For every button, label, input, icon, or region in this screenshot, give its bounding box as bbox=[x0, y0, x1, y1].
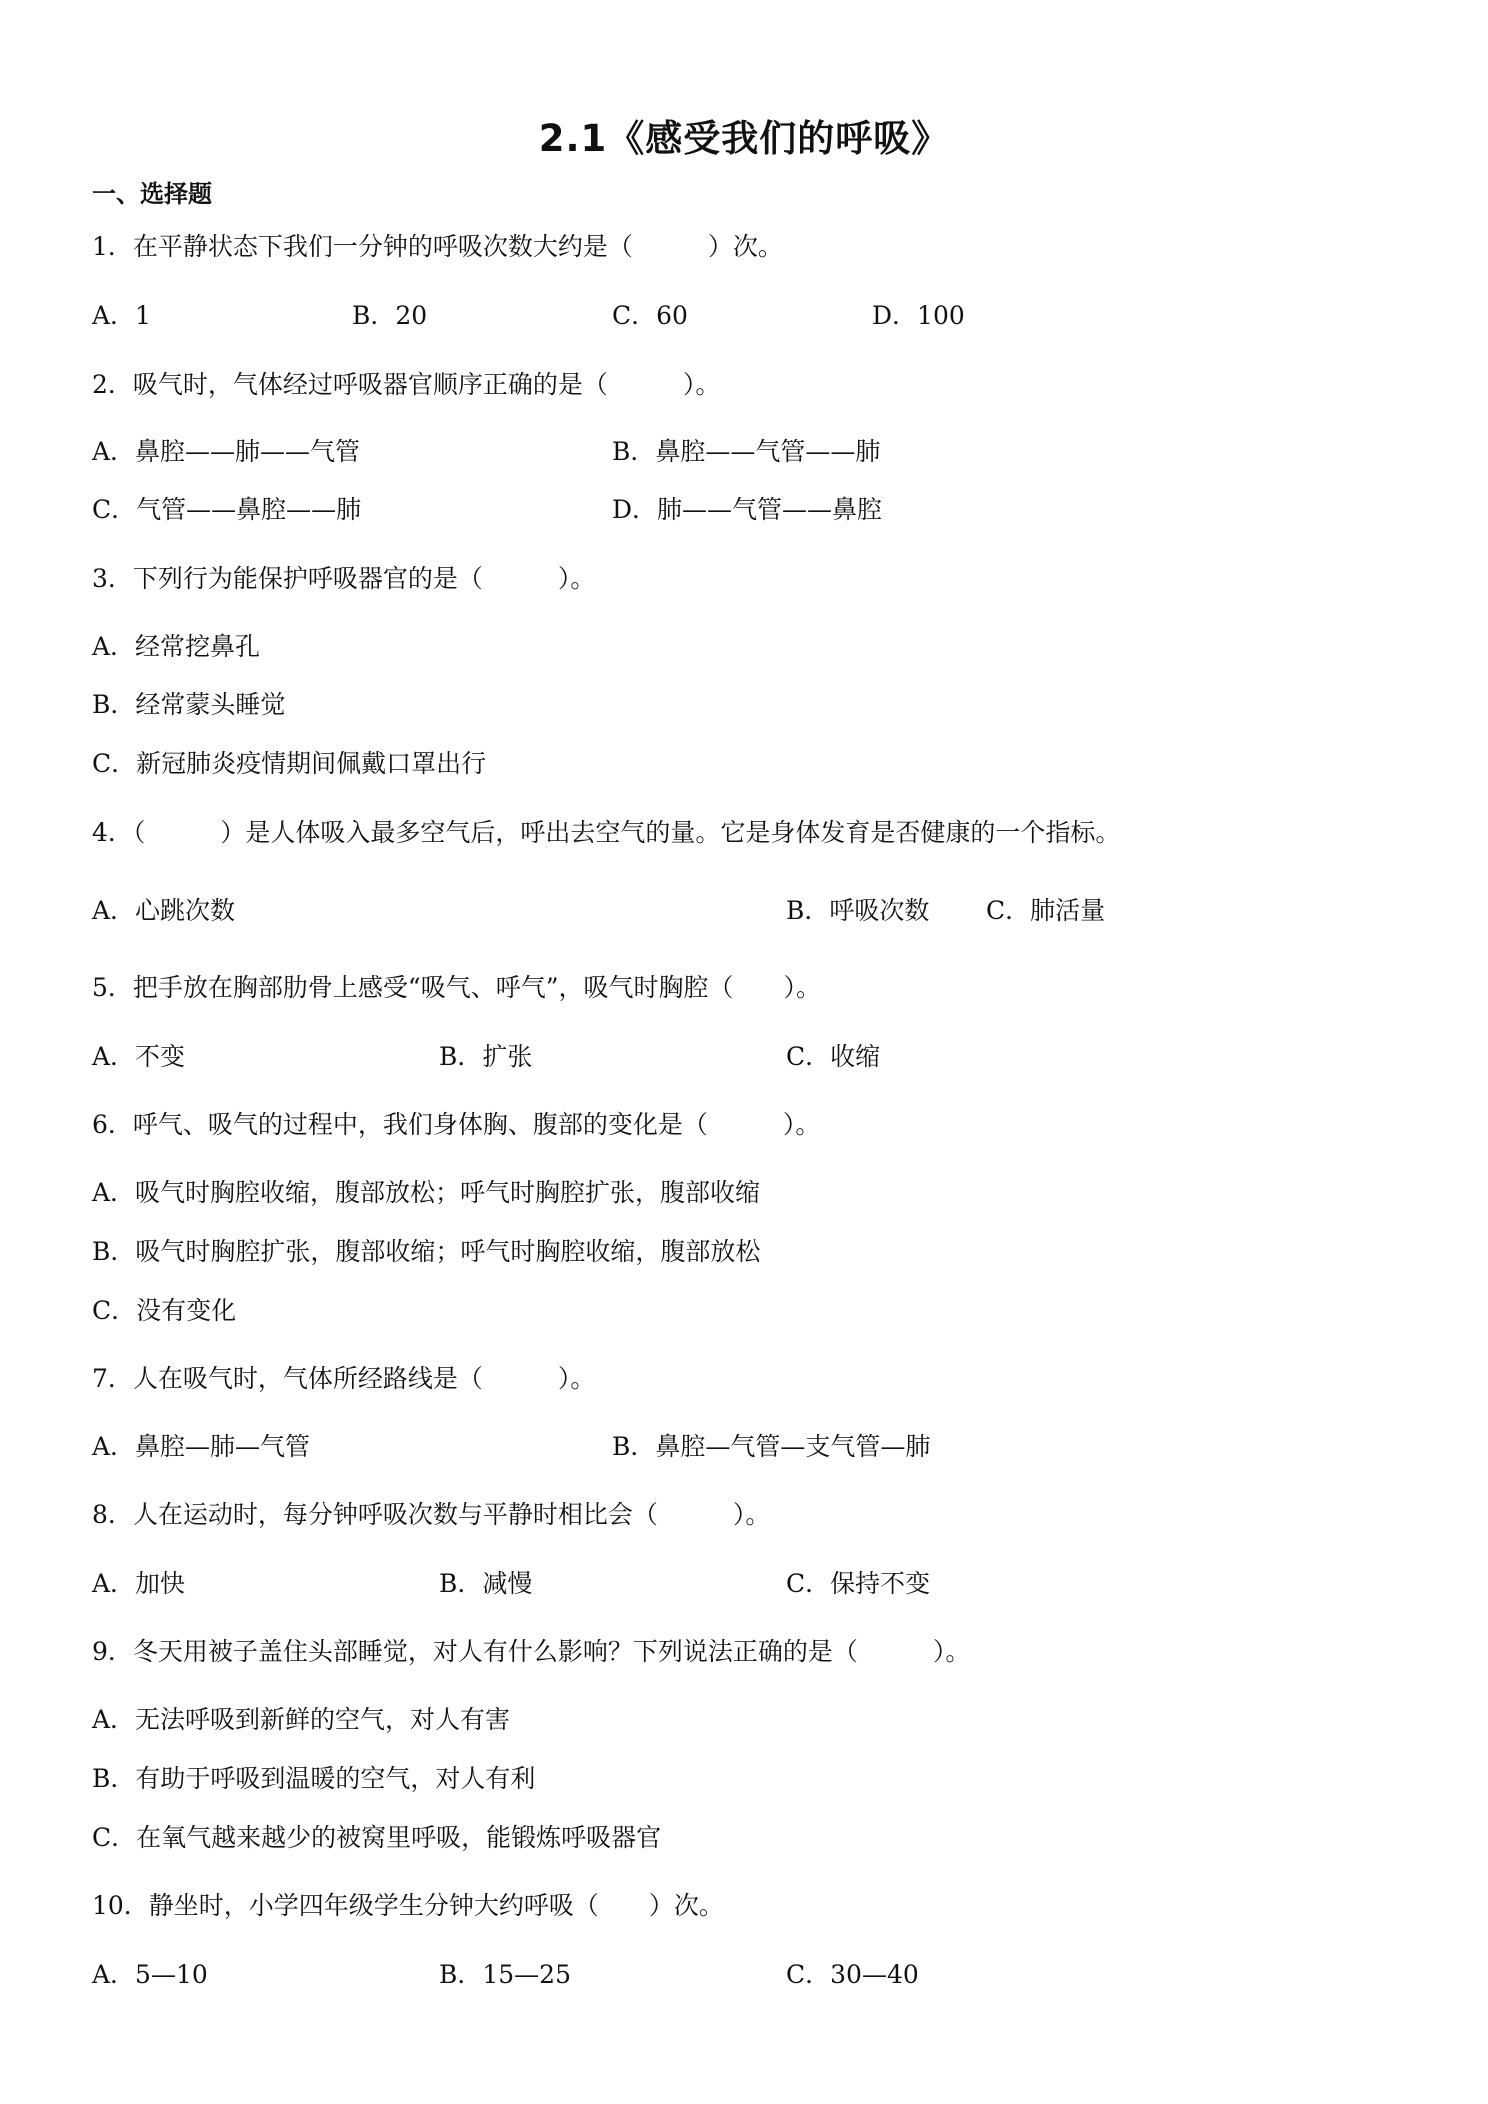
option: A．鼻腔——肺——气管 bbox=[92, 437, 361, 466]
option: B．吸气时胸腔扩张，腹部收缩；呼气时胸腔收缩，腹部放松 bbox=[92, 1237, 761, 1266]
question-stem: 8．人在运动时，每分钟呼吸次数与平静时相比会（ ）。 bbox=[92, 1500, 771, 1529]
option: A．鼻腔—肺—气管 bbox=[92, 1432, 311, 1461]
option: A．经常挖鼻孔 bbox=[92, 632, 261, 661]
option: C．30—40 bbox=[786, 1960, 919, 1989]
question-stem: 3．下列行为能保护呼吸器官的是（ ）。 bbox=[92, 564, 596, 593]
option: B．15—25 bbox=[439, 1960, 571, 1989]
option: C．新冠肺炎疫情期间佩戴口罩出行 bbox=[92, 749, 487, 778]
option: D．肺——气管——鼻腔 bbox=[612, 495, 883, 524]
option: B．减慢 bbox=[439, 1569, 533, 1598]
question-stem: 10．静坐时，小学四年级学生分钟大约呼吸（ ）次。 bbox=[92, 1891, 724, 1920]
option: C．收缩 bbox=[786, 1042, 881, 1071]
option: A．5—10 bbox=[92, 1960, 208, 1989]
question-stem: 5．把手放在胸部肋骨上感受“吸气、呼气”，吸气时胸腔（ ）。 bbox=[92, 973, 821, 1002]
option: C．保持不变 bbox=[786, 1569, 931, 1598]
option: A．1 bbox=[92, 301, 151, 330]
option: A．心跳次数 bbox=[92, 896, 236, 925]
option: B．鼻腔—气管—支气管—肺 bbox=[612, 1432, 931, 1461]
option: B．经常蒙头睡觉 bbox=[92, 690, 286, 719]
option: A．无法呼吸到新鲜的空气，对人有害 bbox=[92, 1705, 511, 1734]
question-stem: 9．冬天用被子盖住头部睡觉，对人有什么影响？下列说法正确的是（ ）。 bbox=[92, 1637, 971, 1666]
option: B．20 bbox=[352, 301, 428, 330]
option: C．气管——鼻腔——肺 bbox=[92, 495, 362, 524]
option: B．鼻腔——气管——肺 bbox=[612, 437, 881, 466]
option: D．100 bbox=[872, 301, 965, 330]
option: A．吸气时胸腔收缩，腹部放松；呼气时胸腔扩张，腹部收缩 bbox=[92, 1178, 761, 1207]
section-heading: 一、选择题 bbox=[92, 180, 212, 208]
question-stem: 6．呼气、吸气的过程中，我们身体胸、腹部的变化是（ ）。 bbox=[92, 1110, 821, 1139]
option: C．肺活量 bbox=[986, 896, 1106, 925]
question-stem: 1．在平静状态下我们一分钟的呼吸次数大约是（ ）次。 bbox=[92, 232, 783, 261]
question-stem: 4．（ ）是人体吸入最多空气后，呼出去空气的量。它是身体发育是否健康的一个指标。 bbox=[92, 818, 1121, 847]
option: C．60 bbox=[612, 301, 688, 330]
option: B．扩张 bbox=[439, 1042, 533, 1071]
option: B．有助于呼吸到温暖的空气，对人有利 bbox=[92, 1764, 536, 1793]
option: C．没有变化 bbox=[92, 1296, 237, 1325]
option: C．在氧气越来越少的被窝里呼吸，能锻炼呼吸器官 bbox=[92, 1823, 662, 1852]
document-title: 2.1《感受我们的呼吸》 bbox=[538, 117, 950, 160]
option: A．不变 bbox=[92, 1042, 186, 1071]
option: A．加快 bbox=[92, 1569, 186, 1598]
question-stem: 2．吸气时，气体经过呼吸器官顺序正确的是（ ）。 bbox=[92, 370, 721, 399]
question-stem: 7．人在吸气时，气体所经路线是（ ）。 bbox=[92, 1364, 596, 1393]
option: B．呼吸次数 bbox=[786, 896, 930, 925]
